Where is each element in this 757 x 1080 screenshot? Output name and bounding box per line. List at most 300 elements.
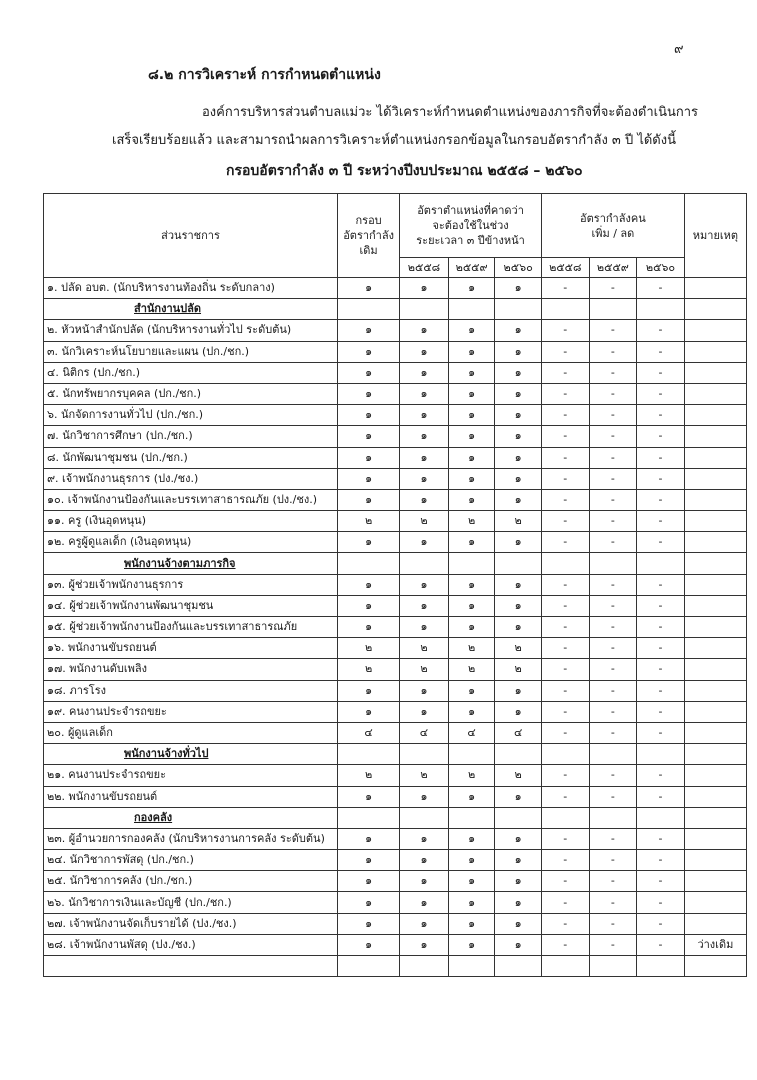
cell-c2: - bbox=[589, 765, 637, 786]
cell-c1 bbox=[541, 807, 589, 828]
cell-orig bbox=[338, 553, 400, 574]
cell-y3: ๔ bbox=[495, 722, 542, 743]
cell-c2: - bbox=[589, 786, 637, 807]
cell-c3: - bbox=[637, 489, 685, 510]
position-name: ๒๘. เจ้าพนักงานพัสดุ (ปง./ชง.) bbox=[44, 934, 338, 955]
cell-c3: - bbox=[637, 786, 685, 807]
cell-y2: ๑ bbox=[448, 892, 495, 913]
cell-orig: ๑ bbox=[338, 828, 400, 849]
header-change-line: อัตรากำลังคน bbox=[580, 211, 646, 225]
cell-y2: ๑ bbox=[448, 426, 495, 447]
table-row bbox=[44, 765, 747, 786]
cell-c3: - bbox=[637, 659, 685, 680]
cell-note bbox=[684, 553, 746, 574]
cell-orig: ๑ bbox=[338, 701, 400, 722]
cell-c2: - bbox=[589, 701, 637, 722]
table-row bbox=[44, 405, 747, 426]
cell-note bbox=[684, 320, 746, 341]
table-caption: กรอบอัตรากำลัง ๓ ปี ระหว่างปีงบประมาณ ๒๕๕๘ – ๒๕๖๐ bbox=[226, 163, 583, 179]
cell-y3: ๑ bbox=[495, 828, 542, 849]
cell-y1: ๑ bbox=[400, 532, 449, 553]
position-name: ๑๗. พนักงานดับเพลิง bbox=[44, 659, 338, 680]
header-change-line: เพิ่ม / ลด bbox=[591, 226, 635, 240]
cell-c3: - bbox=[637, 871, 685, 892]
cell-y1: ๑ bbox=[400, 320, 449, 341]
cell-c3 bbox=[637, 553, 685, 574]
cell-y1: ๑ bbox=[400, 341, 449, 362]
cell-y3: ๒ bbox=[495, 638, 542, 659]
cell-c2: - bbox=[589, 447, 637, 468]
cell-y2: ๑ bbox=[448, 405, 495, 426]
cell-y3: ๑ bbox=[495, 341, 542, 362]
cell-note bbox=[684, 341, 746, 362]
cell-c2: - bbox=[589, 320, 637, 341]
table-row bbox=[44, 574, 747, 595]
table-row bbox=[44, 659, 747, 680]
cell-c2: - bbox=[589, 659, 637, 680]
header-year: ๒๕๕๙ bbox=[448, 258, 495, 278]
cell-y2: ๑ bbox=[448, 320, 495, 341]
table-row bbox=[44, 828, 747, 849]
cell-orig: ๑ bbox=[338, 278, 400, 299]
cell-y2: ๑ bbox=[448, 850, 495, 871]
cell-y2: ๑ bbox=[448, 701, 495, 722]
cell-y1: ๑ bbox=[400, 786, 449, 807]
cell-y1: ๑ bbox=[400, 913, 449, 934]
cell-c1: - bbox=[541, 362, 589, 383]
cell-c2 bbox=[589, 553, 637, 574]
cell-y2: ๑ bbox=[448, 341, 495, 362]
table-row bbox=[44, 617, 747, 638]
position-name: ๒๖. นักวิชาการเงินและบัญชี (ปก./ชก.) bbox=[44, 892, 338, 913]
table-row bbox=[44, 722, 747, 743]
cell-c2: - bbox=[589, 595, 637, 616]
section-label-text: กองคลัง bbox=[134, 810, 173, 824]
cell-y1: ๑ bbox=[400, 447, 449, 468]
table-row bbox=[44, 892, 747, 913]
cell-y1: ๒ bbox=[400, 511, 449, 532]
cell-c1: - bbox=[541, 850, 589, 871]
cell-c3: - bbox=[637, 680, 685, 701]
cell-y3: ๑ bbox=[495, 786, 542, 807]
cell-c2: - bbox=[589, 489, 637, 510]
cell-c3: - bbox=[637, 383, 685, 404]
table-row bbox=[44, 511, 747, 532]
cell-c3 bbox=[637, 744, 685, 765]
header-original-frame bbox=[338, 194, 400, 278]
cell-y3: ๑ bbox=[495, 913, 542, 934]
section-label bbox=[44, 807, 338, 828]
cell-orig: ๑ bbox=[338, 934, 400, 955]
table-row bbox=[44, 426, 747, 447]
cell-c3: - bbox=[637, 892, 685, 913]
cell-c2 bbox=[589, 807, 637, 828]
table-row bbox=[44, 468, 747, 489]
cell-note bbox=[684, 744, 746, 765]
cell-y3: ๑ bbox=[495, 362, 542, 383]
cell-c3: - bbox=[637, 765, 685, 786]
cell-note bbox=[684, 701, 746, 722]
cell-y1: ๔ bbox=[400, 722, 449, 743]
cell-y2: ๑ bbox=[448, 574, 495, 595]
position-name: ๑. ปลัด อบต. (นักบริหารงานท้องถิ่น ระดับกลาง) bbox=[44, 278, 338, 299]
section-label-text: สำนักงานปลัด bbox=[134, 302, 202, 316]
cell-c3: - bbox=[637, 341, 685, 362]
cell-c3: - bbox=[637, 638, 685, 659]
cell-y1: ๑ bbox=[400, 595, 449, 616]
section-label-text: พนักงานจ้างทั่วไป bbox=[124, 747, 209, 761]
cell-y3 bbox=[495, 744, 542, 765]
table-row bbox=[44, 680, 747, 701]
position-name: ๒๓. ผู้อำนวยการกองคลัง (นักบริหารงานการคลัง ระดับต้น) bbox=[44, 828, 338, 849]
cell-y2: ๑ bbox=[448, 468, 495, 489]
table-row bbox=[44, 850, 747, 871]
cell-c1: - bbox=[541, 701, 589, 722]
section-label bbox=[44, 299, 338, 320]
table-row bbox=[44, 638, 747, 659]
cell-c1: - bbox=[541, 574, 589, 595]
cell-y1 bbox=[400, 299, 449, 320]
cell-c2: - bbox=[589, 574, 637, 595]
cell-orig: ๑ bbox=[338, 913, 400, 934]
cell-y3: ๑ bbox=[495, 617, 542, 638]
cell-y3: ๒ bbox=[495, 659, 542, 680]
cell-y1: ๒ bbox=[400, 765, 449, 786]
cell-note bbox=[684, 511, 746, 532]
cell-c2: - bbox=[589, 511, 637, 532]
cell-orig: ๑ bbox=[338, 341, 400, 362]
header-expected-line: ระยะเวลา ๓ ปีข้างหน้า bbox=[416, 234, 525, 247]
cell-c1: - bbox=[541, 320, 589, 341]
cell-note bbox=[684, 405, 746, 426]
header-original-line: กรอบ bbox=[355, 214, 382, 227]
cell-orig: ๒ bbox=[338, 765, 400, 786]
page-number: ๙ bbox=[674, 42, 684, 57]
cell-orig: ๑ bbox=[338, 468, 400, 489]
cell-y2 bbox=[448, 956, 495, 977]
cell-c1 bbox=[541, 553, 589, 574]
cell-y3 bbox=[495, 956, 542, 977]
cell-y2: ๑ bbox=[448, 447, 495, 468]
cell-y2 bbox=[448, 553, 495, 574]
position-name: ๙. เจ้าพนักงานธุรการ (ปง./ชง.) bbox=[44, 468, 338, 489]
cell-c2: - bbox=[589, 532, 637, 553]
header-year: ๒๕๖๐ bbox=[495, 258, 542, 278]
cell-y1: ๑ bbox=[400, 617, 449, 638]
cell-y1: ๑ bbox=[400, 934, 449, 955]
position-name: ๓. นักวิเคราะห์นโยบายและแผน (ปก./ชก.) bbox=[44, 341, 338, 362]
cell-orig: ๑ bbox=[338, 320, 400, 341]
cell-c1 bbox=[541, 744, 589, 765]
cell-y3: ๑ bbox=[495, 701, 542, 722]
cell-c2: - bbox=[589, 934, 637, 955]
header-year: ๒๕๖๐ bbox=[637, 258, 685, 278]
cell-c3: - bbox=[637, 617, 685, 638]
cell-c1 bbox=[541, 956, 589, 977]
cell-c3: - bbox=[637, 828, 685, 849]
header-expected-line: อัตราตำแหน่งที่คาดว่า bbox=[417, 204, 524, 217]
section-label bbox=[44, 744, 338, 765]
cell-y2: ๒ bbox=[448, 511, 495, 532]
table-row bbox=[44, 341, 747, 362]
cell-orig: ๑ bbox=[338, 871, 400, 892]
cell-y3: ๑ bbox=[495, 489, 542, 510]
cell-y3: ๑ bbox=[495, 383, 542, 404]
section-label-text: พนักงานจ้างตามภารกิจ bbox=[124, 556, 236, 570]
cell-note bbox=[684, 828, 746, 849]
cell-note bbox=[684, 489, 746, 510]
cell-y2: ๑ bbox=[448, 934, 495, 955]
cell-orig: ๑ bbox=[338, 786, 400, 807]
cell-y1: ๑ bbox=[400, 489, 449, 510]
cell-c2: - bbox=[589, 850, 637, 871]
cell-y1: ๒ bbox=[400, 638, 449, 659]
position-name: ๒๔. นักวิชาการพัสดุ (ปก./ชก.) bbox=[44, 850, 338, 871]
cell-c1: - bbox=[541, 405, 589, 426]
table-row bbox=[44, 786, 747, 807]
table-row bbox=[44, 913, 747, 934]
cell-orig: ๑ bbox=[338, 532, 400, 553]
position-name: ๒. หัวหน้าสำนักปลัด (นักบริหารงานทั่วไป ระดับต้น) bbox=[44, 320, 338, 341]
table-row bbox=[44, 383, 747, 404]
cell-y1: ๑ bbox=[400, 850, 449, 871]
cell-y3: ๑ bbox=[495, 468, 542, 489]
cell-y2: ๑ bbox=[448, 871, 495, 892]
cell-y2: ๑ bbox=[448, 383, 495, 404]
cell-y3: ๑ bbox=[495, 850, 542, 871]
cell-orig bbox=[338, 299, 400, 320]
cell-c2: - bbox=[589, 913, 637, 934]
cell-c3: - bbox=[637, 913, 685, 934]
cell-y3: ๑ bbox=[495, 426, 542, 447]
cell-note bbox=[684, 722, 746, 743]
cell-y2: ๑ bbox=[448, 362, 495, 383]
cell-c2: - bbox=[589, 892, 637, 913]
cell-orig: ๑ bbox=[338, 680, 400, 701]
cell-c1: - bbox=[541, 659, 589, 680]
cell-y2 bbox=[448, 807, 495, 828]
table-row bbox=[44, 278, 747, 299]
cell-y3: ๑ bbox=[495, 447, 542, 468]
cell-y2 bbox=[448, 744, 495, 765]
cell-orig: ๑ bbox=[338, 383, 400, 404]
section-row bbox=[44, 299, 747, 320]
cell-y3: ๑ bbox=[495, 680, 542, 701]
cell-orig: ๒ bbox=[338, 511, 400, 532]
cell-note bbox=[684, 595, 746, 616]
cell-c3: - bbox=[637, 934, 685, 955]
paragraph-line-1: องค์การบริหารส่วนตำบลแม่วะ ได้วิเคราะห์กำหนดตำแหน่งของภารกิจที่จะต้องดำเนินการ bbox=[202, 105, 699, 120]
cell-orig: ๒ bbox=[338, 638, 400, 659]
cell-c1: - bbox=[541, 595, 589, 616]
position-name: ๔. นิติกร (ปก./ชก.) bbox=[44, 362, 338, 383]
cell-c2: - bbox=[589, 341, 637, 362]
cell-orig: ๑ bbox=[338, 892, 400, 913]
cell-y3: ๒ bbox=[495, 765, 542, 786]
cell-note bbox=[684, 426, 746, 447]
header-original-line: เดิม bbox=[359, 244, 378, 257]
cell-orig: ๒ bbox=[338, 659, 400, 680]
cell-y3: ๑ bbox=[495, 934, 542, 955]
cell-note bbox=[684, 892, 746, 913]
cell-c3: - bbox=[637, 278, 685, 299]
cell-note bbox=[684, 913, 746, 934]
cell-y2: ๒ bbox=[448, 659, 495, 680]
cell-note bbox=[684, 617, 746, 638]
cell-y1 bbox=[400, 956, 449, 977]
cell-note bbox=[684, 807, 746, 828]
cell-c2: - bbox=[589, 722, 637, 743]
cell-y1 bbox=[400, 553, 449, 574]
cell-c3: - bbox=[637, 511, 685, 532]
cell-c1: - bbox=[541, 828, 589, 849]
position-name: ๒๑. คนงานประจำรถขยะ bbox=[44, 765, 338, 786]
cell-note bbox=[684, 956, 746, 977]
cell-c1: - bbox=[541, 489, 589, 510]
cell-y1: ๑ bbox=[400, 426, 449, 447]
cell-note bbox=[684, 638, 746, 659]
cell-orig bbox=[338, 807, 400, 828]
cell-c3: - bbox=[637, 447, 685, 468]
section-heading: ๘.๒ การวิเคราะห์ การกำหนดตำแหน่ง bbox=[148, 67, 381, 83]
cell-note bbox=[684, 871, 746, 892]
cell-y3: ๑ bbox=[495, 871, 542, 892]
cell-c3: - bbox=[637, 701, 685, 722]
cell-y1: ๑ bbox=[400, 701, 449, 722]
cell-y2: ๑ bbox=[448, 680, 495, 701]
cell-y3: ๑ bbox=[495, 892, 542, 913]
header-note: หมายเหตุ bbox=[684, 194, 746, 278]
cell-y3 bbox=[495, 299, 542, 320]
cell-note bbox=[684, 850, 746, 871]
workforce-table bbox=[43, 193, 747, 977]
cell-y2: ๔ bbox=[448, 722, 495, 743]
cell-y3: ๑ bbox=[495, 595, 542, 616]
position-name: ๒๒. พนักงานขับรถยนต์ bbox=[44, 786, 338, 807]
cell-y1 bbox=[400, 807, 449, 828]
position-name: ๑๔. ผู้ช่วยเจ้าพนักงานพัฒนาชุมชน bbox=[44, 595, 338, 616]
table-row bbox=[44, 595, 747, 616]
position-name: ๒๗. เจ้าพนักงานจัดเก็บรายได้ (ปง./ชง.) bbox=[44, 913, 338, 934]
cell-y2: ๒ bbox=[448, 638, 495, 659]
cell-y1: ๑ bbox=[400, 278, 449, 299]
cell-y1: ๑ bbox=[400, 574, 449, 595]
section-row bbox=[44, 744, 747, 765]
header-original-line: อัตรากำลัง bbox=[343, 229, 394, 242]
cell-orig: ๑ bbox=[338, 489, 400, 510]
position-name: ๑๑. ครู (เงินอุดหนุน) bbox=[44, 511, 338, 532]
cell-c2 bbox=[589, 744, 637, 765]
cell-c2: - bbox=[589, 828, 637, 849]
cell-note bbox=[684, 680, 746, 701]
cell-y3: ๒ bbox=[495, 511, 542, 532]
position-name: ๗. นักวิชาการศึกษา (ปก./ชก.) bbox=[44, 426, 338, 447]
cell-c1: - bbox=[541, 786, 589, 807]
cell-c1: - bbox=[541, 765, 589, 786]
position-name: ๑๓. ผู้ช่วยเจ้าพนักงานธุรการ bbox=[44, 574, 338, 595]
header-change bbox=[541, 194, 684, 258]
table-row bbox=[44, 320, 747, 341]
section-row bbox=[44, 807, 747, 828]
position-name: ๑๖. พนักงานขับรถยนต์ bbox=[44, 638, 338, 659]
cell-orig: ๔ bbox=[338, 722, 400, 743]
cell-c1: - bbox=[541, 468, 589, 489]
position-name: ๒๐. ผู้ดูแลเด็ก bbox=[44, 722, 338, 743]
cell-c1: - bbox=[541, 341, 589, 362]
cell-y2 bbox=[448, 299, 495, 320]
cell-y1: ๑ bbox=[400, 405, 449, 426]
cell-y3: ๑ bbox=[495, 574, 542, 595]
cell-c3 bbox=[637, 299, 685, 320]
cell-note bbox=[684, 574, 746, 595]
cell-c3: - bbox=[637, 595, 685, 616]
cell-note bbox=[684, 299, 746, 320]
cell-c3: - bbox=[637, 362, 685, 383]
cell-c2: - bbox=[589, 426, 637, 447]
cell-c3: - bbox=[637, 468, 685, 489]
cell-y2: ๑ bbox=[448, 913, 495, 934]
cell-c2: - bbox=[589, 680, 637, 701]
cell-y1: ๑ bbox=[400, 828, 449, 849]
table-row bbox=[44, 701, 747, 722]
cell-c2: - bbox=[589, 617, 637, 638]
cell-c1: - bbox=[541, 278, 589, 299]
cell-y1: ๑ bbox=[400, 871, 449, 892]
header-expected-line: จะต้องใช้ในช่วง bbox=[432, 219, 509, 232]
cell-y2: ๑ bbox=[448, 532, 495, 553]
cell-c3: - bbox=[637, 320, 685, 341]
cell-c3 bbox=[637, 956, 685, 977]
cell-orig: ๑ bbox=[338, 405, 400, 426]
cell-c1: - bbox=[541, 892, 589, 913]
cell-c2: - bbox=[589, 468, 637, 489]
paragraph-line-2: เสร็จเรียบร้อยแล้ว และสามารถนำผลการวิเคราะห์ตำแหน่งกรอกข้อมูลในกรอบอัตรากำลัง ๓ ปี ได้ดังนี้ bbox=[112, 133, 676, 148]
position-name: ๖. นักจัดการงานทั่วไป (ปก./ชก.) bbox=[44, 405, 338, 426]
table-row bbox=[44, 447, 747, 468]
cell-note bbox=[684, 447, 746, 468]
cell-y1: ๑ bbox=[400, 362, 449, 383]
cell-c2: - bbox=[589, 405, 637, 426]
cell-note bbox=[684, 383, 746, 404]
cell-note bbox=[684, 659, 746, 680]
cell-y3: ๑ bbox=[495, 278, 542, 299]
cell-y1: ๑ bbox=[400, 892, 449, 913]
cell-y2: ๑ bbox=[448, 828, 495, 849]
cell-c3: - bbox=[637, 574, 685, 595]
cell-c1: - bbox=[541, 913, 589, 934]
cell-orig: ๑ bbox=[338, 426, 400, 447]
cell-y1: ๑ bbox=[400, 468, 449, 489]
table-row bbox=[44, 489, 747, 510]
section-label bbox=[44, 553, 338, 574]
cell-c3: - bbox=[637, 722, 685, 743]
header-year: ๒๕๕๘ bbox=[400, 258, 449, 278]
cell-y1: ๒ bbox=[400, 659, 449, 680]
header-expected bbox=[400, 194, 542, 258]
cell-y2: ๑ bbox=[448, 595, 495, 616]
cell-c1: - bbox=[541, 532, 589, 553]
header-unit: ส่วนราชการ bbox=[44, 194, 338, 278]
cell-y1: ๑ bbox=[400, 680, 449, 701]
cell-y2: ๒ bbox=[448, 765, 495, 786]
cell-y3 bbox=[495, 807, 542, 828]
table-row bbox=[44, 532, 747, 553]
cell-c2 bbox=[589, 299, 637, 320]
section-row bbox=[44, 553, 747, 574]
cell-orig: ๑ bbox=[338, 362, 400, 383]
cell-c2: - bbox=[589, 278, 637, 299]
position-name bbox=[44, 956, 338, 977]
